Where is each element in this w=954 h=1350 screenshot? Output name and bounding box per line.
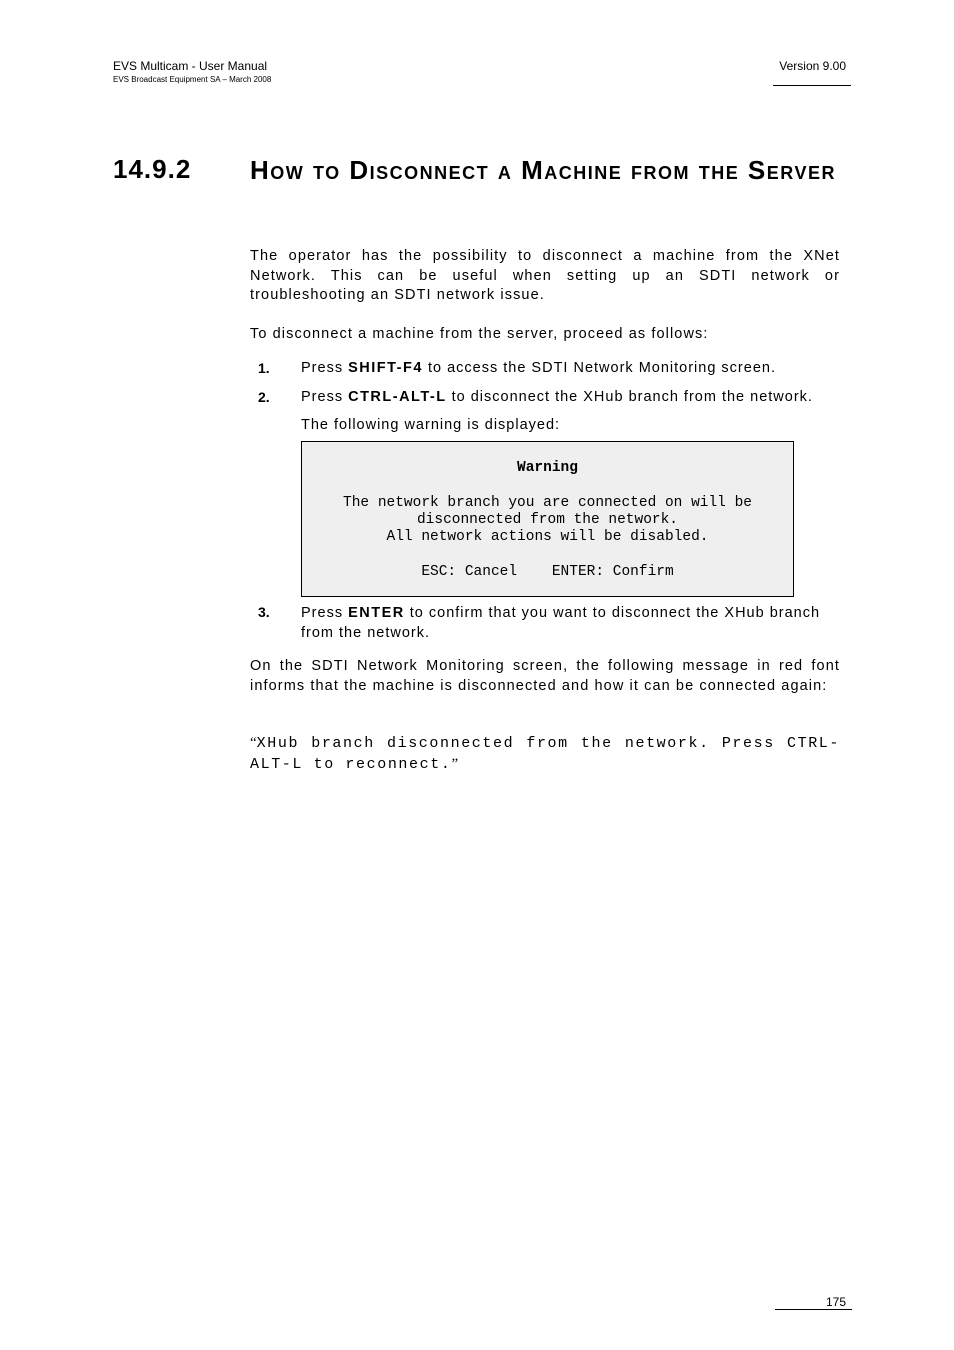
section-number: 14.9.2 — [113, 154, 192, 184]
step-2-text — [301, 388, 842, 408]
step-1-suffix: to access the SDTI Network Monitoring screen. — [422, 360, 776, 376]
section-title: How to Disconnect a Machine from the Server — [250, 155, 836, 185]
warning-line-1: The network branch you are connected on will be — [343, 495, 752, 511]
step-1-number: 1. — [258, 360, 270, 376]
step-3-suffix: to confirm that you want to disconnect the XHub branch from the network. — [301, 605, 821, 641]
document-title: EVS Multicam - User Manual — [113, 59, 268, 73]
step-2-subtext: The following warning is displayed: — [301, 417, 561, 433]
step-3-number: 3. — [258, 604, 270, 620]
page-number: 175 — [825, 1295, 846, 1309]
header-rule — [773, 85, 851, 86]
document-version: Version 9.00 — [779, 59, 846, 73]
step-2-key: CTRL-ALT-L — [348, 389, 447, 405]
footer-rule — [775, 1309, 852, 1310]
step-3-text — [301, 604, 842, 643]
step-2-suffix: to disconnect the XHub branch from the network. — [446, 389, 813, 405]
step-1-prefix: Press — [301, 360, 349, 376]
message-text: XHub branch disconnected from the network. Press CTRL-ALT-L to reconnect. — [250, 735, 840, 773]
step-3-prefix: Press — [301, 605, 349, 621]
step-2-number: 2. — [258, 389, 270, 405]
step-1-key: SHIFT-F4 — [348, 360, 423, 376]
warning-line-2: disconnected from the network. — [416, 512, 679, 528]
warning-line-3: All network actions will be disabled. — [386, 529, 709, 545]
reconnect-message — [250, 733, 840, 775]
document-subtitle: EVS Broadcast Equipment SA – March 2008 — [113, 75, 272, 84]
warning-title: Warning — [517, 460, 578, 476]
open-quote: “ — [250, 735, 257, 751]
step-1-text — [301, 359, 842, 379]
close-quote: ” — [451, 756, 459, 772]
warning-keys: ESC: Cancel ENTER: Confirm — [421, 564, 674, 580]
step-3-key: ENTER — [348, 605, 405, 621]
step-2-prefix: Press — [301, 389, 349, 405]
intro-paragraph: The operator has the possibility to disconnect a machine from the XNet Network. This can be useful when setting up an SDTI network or troubleshooting an SDTI network issue. — [250, 248, 840, 303]
red-font-paragraph: On the SDTI Network Monitoring screen, the following message in red font informs that the machine is disconnected and how it can be connected again: — [250, 658, 840, 694]
warning-dialog — [301, 441, 794, 597]
lead-paragraph: To disconnect a machine from the server, proceed as follows: — [250, 326, 709, 342]
